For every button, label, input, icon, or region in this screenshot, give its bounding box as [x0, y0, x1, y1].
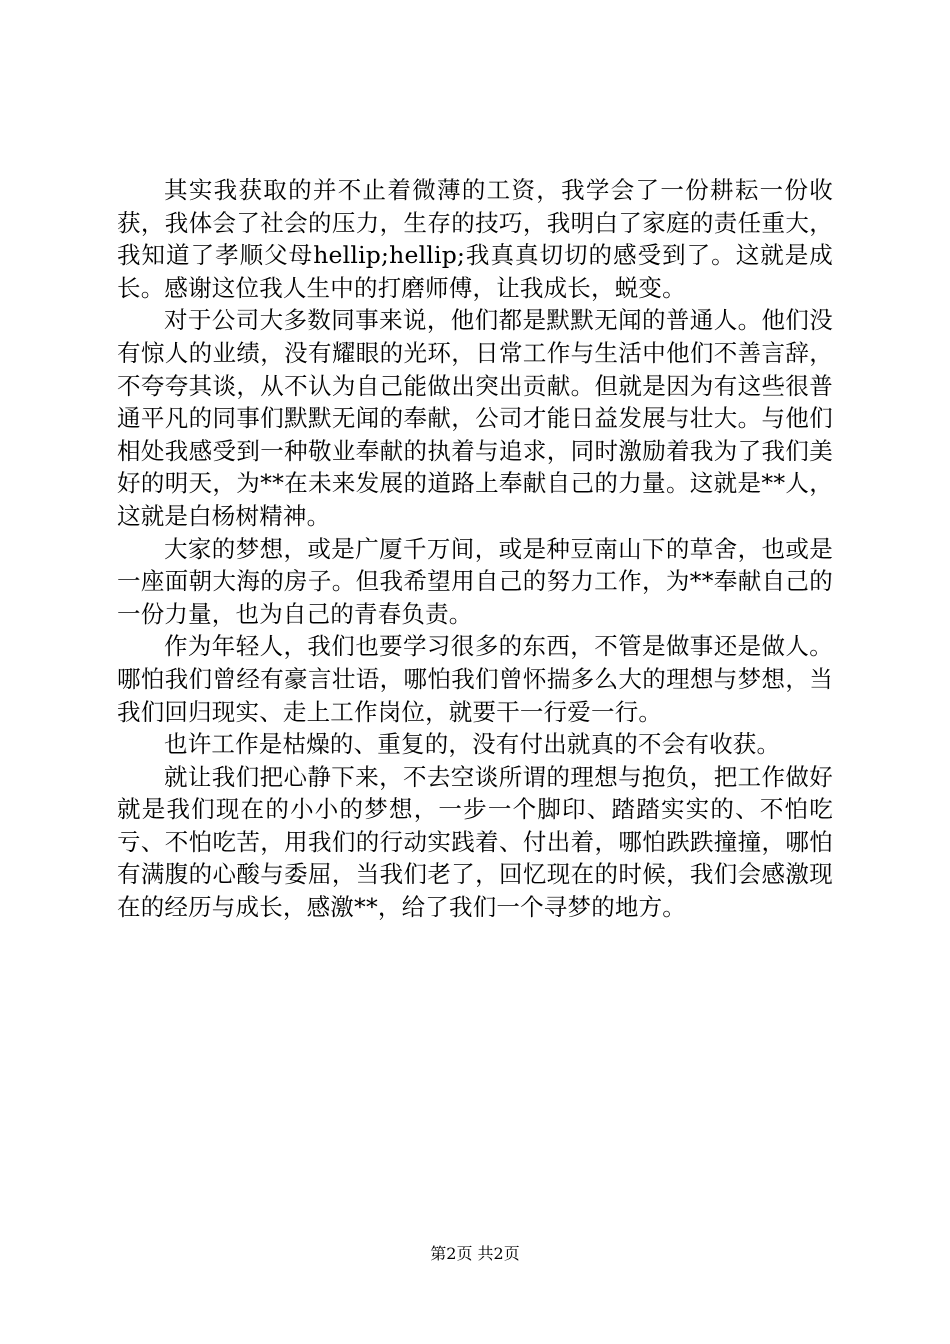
paragraph: 作为年轻人，我们也要学习很多的东西，不管是做事还是做人。哪怕我们曾经有豪言壮语，哪怕我们曾怀揣多么大的理想与梦想，当我们回归现实、走上工作岗位，就要干一行爱一行。	[117, 632, 833, 726]
paragraph: 也许工作是枯燥的、重复的，没有付出就真的不会有收获。	[164, 730, 781, 759]
paragraph: 就让我们把心静下来，不去空谈所谓的理想与抱负，把工作做好就是我们现在的小小的梦想，一步一个脚印、踏踏实实的、不怕吃亏、不怕吃苦，用我们的行动实践着、付出着，哪怕跌跌撞撞，哪怕有满腹的心酸与委屈，当我们老了，回忆现在的时候，我们会感激现在的经历与成长，感激**，给了我们一个寻梦的地方。	[117, 762, 833, 922]
page-number-indicator: 第2页 共2页	[430, 1244, 520, 1263]
page-footer	[0, 1244, 950, 1264]
paragraph: 大家的梦想，或是广厦千万间，或是种豆南山下的草舍，也或是一座面朝大海的房子。但我希望用自己的努力工作，为**奉献自己的一份力量，也为自己的青春负责。	[117, 534, 833, 628]
paragraph: 其实我获取的并不止着微薄的工资，我学会了一份耕耘一份收获，我体会了社会的压力，生存的技巧，我明白了家庭的责任重大，我知道了孝顺父母hellip;hellip;我真真切切的感受到了。这就是成长。感谢这位我人生中的打磨师傅，让我成长，蜕变。	[117, 176, 833, 302]
paragraph: 对于公司大多数同事来说，他们都是默默无闻的普通人。他们没有惊人的业绩，没有耀眼的光环，日常工作与生活中他们不善言辞，不夸夸其谈，从不认为自己能做出突出贡献。但就是因为有这些很普通平凡的同事们默默无闻的奉献，公司才能日益发展与壮大。与他们相处我感受到一种敬业奉献的执着与追求，同时激励着我为了我们美好的明天，为**在未来发展的道路上奉献自己的力量。这就是**人，这就是白杨树精神。	[117, 306, 833, 530]
document-body	[117, 174, 833, 924]
